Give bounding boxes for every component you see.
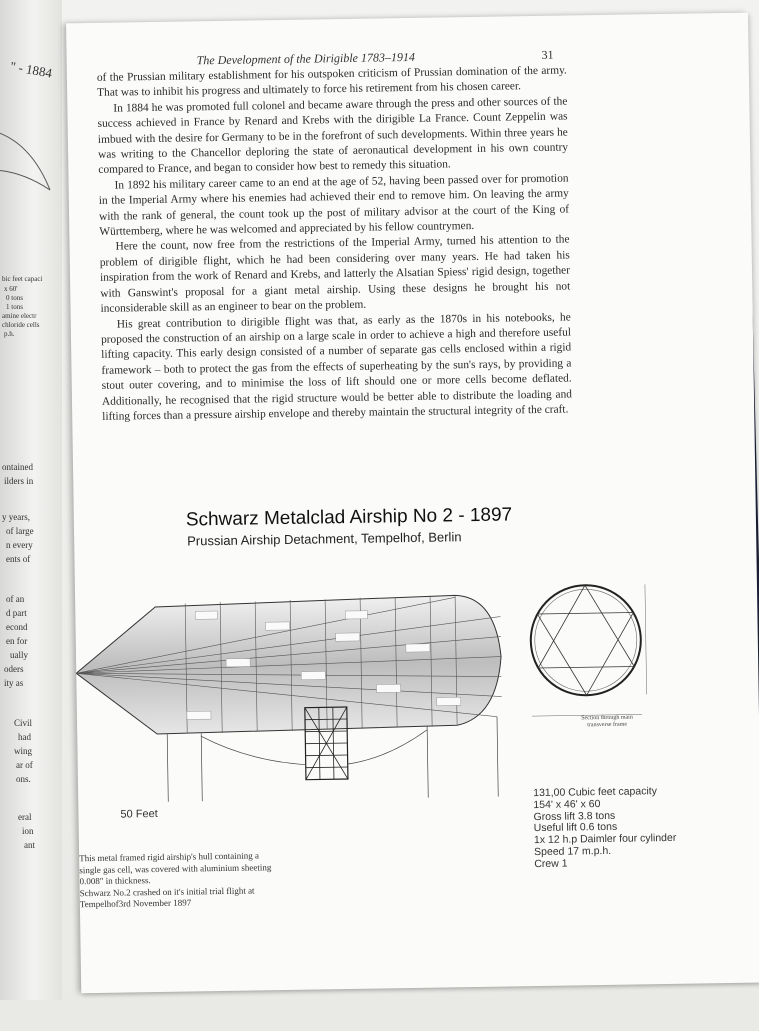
left-page-fragment: ons. <box>16 774 31 784</box>
paragraph: His great contribution to dirigible flight was that, as early as the 1870s in his notebooks, he proposed the construction of an airship on a large scale in order to achieve a high and therefore useful lifting capacity. This early design consisted of a number of separate gas cells enclosed within a rigid framework – both to protect the gas from the effects of superheating by the sun's rays, by providing a stout outer covering, and to minimise the loss of lift should one or more cells become deflated. Additionally, he recognised that the rigid structure would be better able to distribute the loading and lifting forces than a pressure airship envelope and thereby maintain the structural integrity of the craft. <box>100 310 573 423</box>
specs-list <box>533 786 677 871</box>
left-page-fragment: ually <box>10 650 28 660</box>
paragraph: In 1884 he was promoted full colonel and became aware through the press and other sources of the success achieved in France by Renard and Krebs with the dirigible La France. Count Zeppelin was imbued with the desire for Germany to be in the forefront of such developments. Within three years he was writing to the Chancellor deploring the state of aeronautical development in his own country compared to France, and began to consider how best to remedy this situation. <box>97 95 569 177</box>
left-page-fragment: p.h. <box>4 330 15 338</box>
left-page-fragment: 0 tons <box>6 294 23 302</box>
left-page-fragment: amine electr <box>2 312 37 320</box>
caption-line: Schwarz No.2 crashed on it's initial trial flight at <box>79 885 255 898</box>
running-head: The Development of the Dirigible 1783–1914 <box>196 49 416 68</box>
left-page-fragment: of an <box>6 594 25 604</box>
page-number: 31 <box>541 47 554 62</box>
paragraph: of the Prussian military establishment for his outspoken criticism of Prussian domination of the army. That was to inhibit his progress and ultimately to force his retirement from his chosen career. <box>96 64 567 100</box>
airship-side-view <box>75 595 503 804</box>
left-page-fragment: chloride cells <box>2 321 40 329</box>
left-page-fragment: ion <box>22 826 34 836</box>
left-page-fragment: oders <box>4 664 24 674</box>
body-text <box>97 63 573 425</box>
spec-line: Useful lift 0.6 tons <box>533 821 618 835</box>
caption-line: This metal framed rigid airship's hull containing a <box>79 850 260 864</box>
left-page-fragment: ar of <box>16 760 33 770</box>
left-page-fragment: Civil <box>14 718 33 728</box>
left-page-fragment: x 60' <box>4 285 18 293</box>
spec-line: 154' x 46' x 60 <box>533 797 601 811</box>
paragraph: In 1892 his military career came to an end at the age of 52, having been passed over for promotion in the Imperial Army where his enemies had achieved their end to remove him. On leaving the army with the rank of general, the count took up the post of military advisor at the court of the King of Württemberg, where he was welcomed and appreciated by his fellow countrymen. <box>98 172 570 238</box>
paragraph: Here the count, now free from the restrictions of the Imperial Army, turned his attention to the problem of dirigible flight, which he had been considering over many years. He had taken his inspiration from the work of Renard and Krebs, and latterly the Alsatian Spiess' rigid design, together with Ganswint's proposal for a giant metal airship. Using these designs he brought his not inconsiderable skill as an engineer to bear on the problem. <box>99 233 571 315</box>
figure-subtitle: Prussian Airship Detachment, Tempelhof, Berlin <box>187 529 462 549</box>
left-page-fragment: y years, <box>2 512 30 522</box>
left-page-fragment: 1 tons <box>6 303 23 311</box>
left-page-fragment: bic feet capaci <box>2 275 43 283</box>
left-page-drawing <box>0 110 60 200</box>
left-page-fragment: " - 1884 <box>9 58 54 81</box>
left-page-fragment: of large <box>6 526 34 536</box>
figure-title: Schwarz Metalclad Airship No 2 - 1897 <box>185 504 513 531</box>
left-page <box>0 0 62 1000</box>
left-page-fragment: ontained <box>2 462 33 472</box>
right-page <box>66 13 759 994</box>
left-page-fragment: en for <box>6 636 28 646</box>
left-page-fragment: ity as <box>4 678 24 688</box>
left-page-fragment: econd <box>6 622 28 632</box>
cross-section-view <box>530 584 647 716</box>
left-page-fragment: ents of <box>6 554 31 564</box>
left-page-fragment: eral <box>18 812 32 822</box>
spec-line: Speed 17 m.p.h. <box>534 844 612 859</box>
scale-label: 50 Feet <box>120 808 158 821</box>
spec-line: Gross lift 3.8 tons <box>533 809 616 823</box>
caption-line: single gas cell, was covered with aluminium sheeting <box>79 861 272 875</box>
spec-line: 131,00 Cubic feet capacity <box>533 785 658 800</box>
airship-drawing <box>75 554 679 803</box>
left-page-fragment: n every <box>6 540 33 550</box>
spec-line: 1x 12 h.p Daimler four cylinder <box>533 832 677 847</box>
section-label: Section through main transverse frame <box>581 714 633 729</box>
left-page-fragment: d part <box>6 608 27 618</box>
left-page-fragment: had <box>18 732 31 742</box>
figure-caption <box>79 850 315 911</box>
caption-line: 0.008" in thickness. <box>79 875 151 887</box>
left-page-fragment: ant <box>24 840 35 850</box>
left-page-fragment: wing <box>14 746 32 756</box>
left-page-fragment: ilders in <box>4 476 34 486</box>
spec-line: Crew 1 <box>534 857 568 870</box>
caption-line: Tempelhof3rd November 1897 <box>79 897 192 910</box>
